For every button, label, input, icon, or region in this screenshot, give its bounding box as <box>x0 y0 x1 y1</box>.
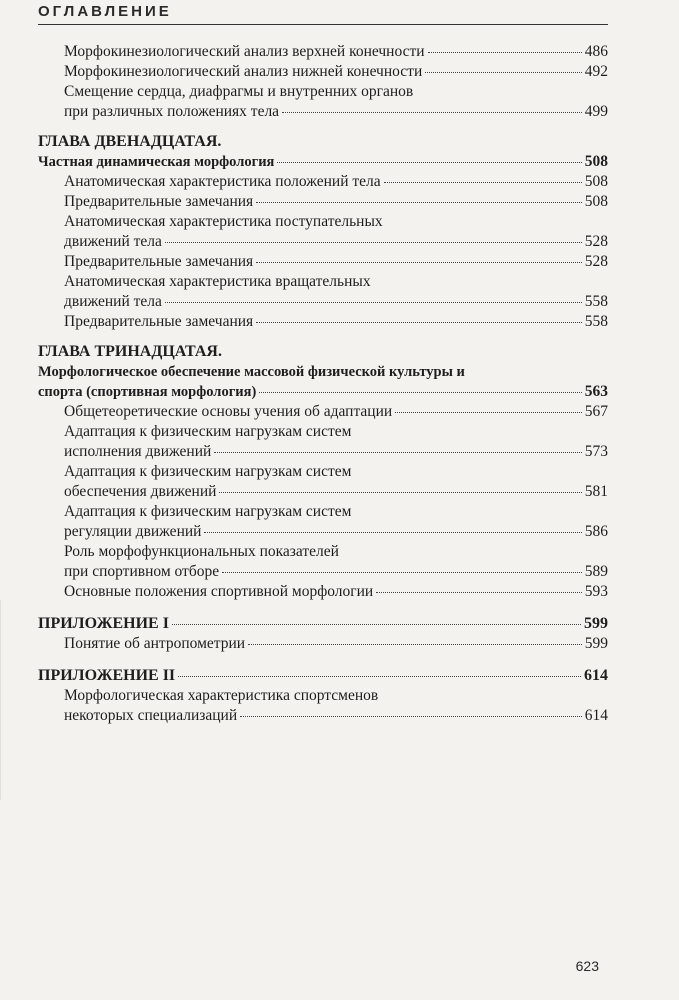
entry-page-number: 486 <box>584 43 608 60</box>
toc-entry <box>38 292 608 312</box>
entry-page-number: 528 <box>584 253 608 270</box>
header-rule <box>38 24 608 25</box>
entry-page-number: 508 <box>584 193 608 210</box>
appendix-entry <box>38 666 608 686</box>
entry-title: исполнения движений <box>64 443 212 460</box>
entry-title: ПРИЛОЖЕНИЕ II <box>38 667 176 684</box>
toc-entry-line: Роль морфофункциональных показателей <box>64 543 339 560</box>
dot-leader <box>178 675 581 677</box>
section-title: Морфологическое обеспечение массовой физической культуры и <box>38 364 465 380</box>
entry-title: Общетеоретические основы учения об адаптации <box>64 403 393 420</box>
entry-title: Морфокинезиологический анализ верхней конечности <box>64 43 425 60</box>
appendix-entry <box>38 614 608 634</box>
scan-edge-shadow <box>0 600 1 800</box>
entry-page-number: 586 <box>584 523 608 540</box>
entry-title: движений тела <box>64 293 162 310</box>
section-entry <box>38 382 608 402</box>
dot-leader <box>425 71 582 73</box>
running-header: ОГЛАВЛЕНИЕ <box>38 3 172 20</box>
entry-title: Предварительные замечания <box>64 313 254 330</box>
toc-entry-line: Адаптация к физическим нагрузкам систем <box>64 423 352 440</box>
entry-page-number: 558 <box>584 293 608 310</box>
entry-page-number: 599 <box>584 615 608 632</box>
dot-leader <box>214 451 581 453</box>
toc-entry-line: Адаптация к физическим нагрузкам систем <box>64 503 352 520</box>
dot-leader <box>172 623 581 625</box>
entry-page-number: 581 <box>584 483 608 500</box>
toc-entry <box>38 522 608 542</box>
dot-leader <box>259 391 581 393</box>
dot-leader <box>395 411 582 413</box>
entry-title: Предварительные замечания <box>64 193 254 210</box>
entry-page-number: 499 <box>584 103 608 120</box>
toc-entry <box>38 232 608 252</box>
dot-leader <box>428 51 582 53</box>
dot-leader <box>248 643 582 645</box>
entry-title: Морфокинезиологический анализ нижней конечности <box>64 63 423 80</box>
entry-page-number: 563 <box>584 383 608 400</box>
entry-title: при различных положениях тела <box>64 103 280 120</box>
entry-page-number: 593 <box>584 583 608 600</box>
entry-page-number: 614 <box>584 707 608 724</box>
entry-title: Понятие об антропометрии <box>64 635 246 652</box>
dot-leader <box>165 301 582 303</box>
entry-page-number: 599 <box>584 635 608 652</box>
toc-entry <box>38 172 608 192</box>
toc-entry-line: Морфологическая характеристика спортсменов <box>64 687 379 704</box>
dot-leader <box>222 571 582 573</box>
entry-title: движений тела <box>64 233 162 250</box>
toc-entry <box>38 192 608 212</box>
dot-leader <box>384 181 582 183</box>
toc-entry <box>38 442 608 462</box>
dot-leader <box>219 491 581 493</box>
dot-leader <box>256 261 582 263</box>
entry-title: Анатомическая характеристика положений тела <box>64 173 381 190</box>
toc-entry <box>38 482 608 502</box>
toc-entry-line: Анатомическая характеристика вращательных <box>64 273 371 290</box>
dot-leader <box>204 531 581 533</box>
entry-title: обеспечения движений <box>64 483 217 500</box>
entry-title: регуляции движений <box>64 523 202 540</box>
toc-entry-line: Адаптация к физическим нагрузкам систем <box>64 463 352 480</box>
entry-page-number: 508 <box>584 153 608 170</box>
dot-leader <box>256 201 582 203</box>
table-of-contents <box>38 42 608 726</box>
toc-entry <box>38 402 608 422</box>
entry-page-number: 492 <box>584 63 608 80</box>
dot-leader <box>256 321 582 323</box>
entry-title: Частная динамическая морфология <box>38 154 275 170</box>
entry-title: Предварительные замечания <box>64 253 254 270</box>
toc-entry-line: Анатомическая характеристика поступательных <box>64 213 383 230</box>
dot-leader <box>240 715 582 717</box>
toc-entry-line: Смещение сердца, диафрагмы и внутренних органов <box>64 83 414 100</box>
toc-entry <box>38 62 608 82</box>
entry-title: ПРИЛОЖЕНИЕ I <box>38 615 169 632</box>
dot-leader <box>277 161 581 163</box>
entry-page-number: 508 <box>584 173 608 190</box>
entry-title: Основные положения спортивной морфологии <box>64 583 374 600</box>
entry-title: некоторых специализаций <box>64 707 238 724</box>
toc-entry <box>38 42 608 62</box>
entry-title: при спортивном отборе <box>64 563 220 580</box>
toc-entry <box>38 634 608 654</box>
toc-entry <box>38 252 608 272</box>
entry-page-number: 614 <box>584 667 608 684</box>
page-number: 623 <box>575 958 599 974</box>
toc-entry <box>38 562 608 582</box>
entry-page-number: 589 <box>584 563 608 580</box>
toc-entry <box>38 706 608 726</box>
chapter-heading: ГЛАВА ТРИНАДЦАТАЯ. <box>38 343 222 360</box>
toc-entry <box>38 582 608 602</box>
dot-leader <box>282 111 582 113</box>
toc-entry <box>38 312 608 332</box>
entry-page-number: 567 <box>584 403 608 420</box>
entry-page-number: 558 <box>584 313 608 330</box>
toc-entry <box>38 102 608 122</box>
entry-page-number: 573 <box>584 443 608 460</box>
entry-title: спорта (спортивная морфология) <box>38 384 257 400</box>
entry-page-number: 528 <box>584 233 608 250</box>
dot-leader <box>165 241 582 243</box>
chapter-heading: ГЛАВА ДВЕНАДЦАТАЯ. <box>38 133 222 150</box>
section-entry <box>38 152 608 172</box>
dot-leader <box>376 591 582 593</box>
